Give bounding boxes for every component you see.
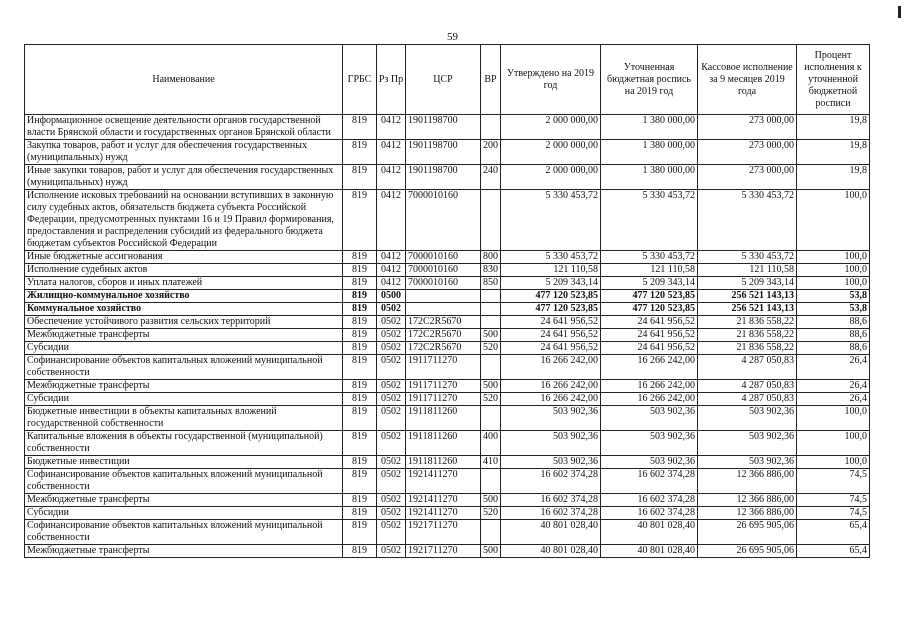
cell-refined: 5 330 453,72 — [601, 190, 698, 251]
cell-csr — [406, 290, 481, 303]
cell-name: Иные закупки товаров, работ и услуг для обеспечения государственных (муниципальных) нужд — [25, 165, 343, 190]
cell-name: Иные бюджетные ассигнования — [25, 251, 343, 264]
cell-name: Субсидии — [25, 393, 343, 406]
cell-percent: 74,5 — [797, 469, 870, 494]
cell-approved: 5 209 343,14 — [501, 277, 601, 290]
cell-csr: 1901198700 — [406, 165, 481, 190]
cell-approved: 16 266 242,00 — [501, 393, 601, 406]
cell-cash: 5 330 453,72 — [698, 251, 797, 264]
cell-vr — [481, 303, 501, 316]
cell-rzpr: 0502 — [377, 316, 406, 329]
cell-name: Уплата налогов, сборов и иных платежей — [25, 277, 343, 290]
cell-name: Исполнение судебных актов — [25, 264, 343, 277]
cell-grbs: 819 — [343, 520, 377, 545]
cell-refined: 16 602 374,28 — [601, 507, 698, 520]
cell-vr: 850 — [481, 277, 501, 290]
cell-rzpr: 0502 — [377, 303, 406, 316]
cell-csr: 1911811260 — [406, 431, 481, 456]
cell-percent: 100,0 — [797, 264, 870, 277]
cell-grbs: 819 — [343, 165, 377, 190]
cell-approved: 5 330 453,72 — [501, 190, 601, 251]
cell-grbs: 819 — [343, 316, 377, 329]
cell-cash: 5 209 343,14 — [698, 277, 797, 290]
cell-csr: 1911711270 — [406, 380, 481, 393]
cell-csr: 1901198700 — [406, 140, 481, 165]
table-row — [25, 380, 870, 393]
table-row — [25, 393, 870, 406]
cell-percent: 65,4 — [797, 520, 870, 545]
cell-name: Межбюджетные трансферты — [25, 329, 343, 342]
cell-vr — [481, 355, 501, 380]
cell-grbs: 819 — [343, 406, 377, 431]
cell-approved: 503 902,36 — [501, 406, 601, 431]
cell-vr: 200 — [481, 140, 501, 165]
cell-name: Исполнение исковых требований на основании вступивших в законную силу судебных актов, обязательств бюджета субъекта Российской Федерации, предусмотренных пунктами 16 и 19 Правил формирования, предоставления и распределения субсидий из федерального бюджета бюджетам субъектов Российской Федерации — [25, 190, 343, 251]
cell-cash: 12 366 886,00 — [698, 469, 797, 494]
cell-rzpr: 0412 — [377, 190, 406, 251]
cell-grbs: 819 — [343, 115, 377, 140]
cell-refined: 40 801 028,40 — [601, 520, 698, 545]
cell-rzpr: 0502 — [377, 355, 406, 380]
cell-refined: 1 380 000,00 — [601, 140, 698, 165]
cell-grbs: 819 — [343, 277, 377, 290]
cell-csr — [406, 303, 481, 316]
cell-approved: 2 000 000,00 — [501, 140, 601, 165]
cell-percent: 26,4 — [797, 355, 870, 380]
cell-cash: 273 000,00 — [698, 140, 797, 165]
table-row — [25, 545, 870, 558]
cell-cash: 121 110,58 — [698, 264, 797, 277]
cell-cash: 273 000,00 — [698, 115, 797, 140]
cell-grbs: 819 — [343, 264, 377, 277]
table-row — [25, 290, 870, 303]
cell-grbs: 819 — [343, 393, 377, 406]
table-row — [25, 494, 870, 507]
cell-grbs: 819 — [343, 456, 377, 469]
header-cash: Кассовое исполнение за 9 месяцев 2019 года — [698, 45, 797, 115]
cell-csr: 1901198700 — [406, 115, 481, 140]
cell-csr: 1921411270 — [406, 494, 481, 507]
cell-csr: 7000010160 — [406, 277, 481, 290]
cell-percent: 74,5 — [797, 494, 870, 507]
cell-grbs: 819 — [343, 251, 377, 264]
cell-refined: 503 902,36 — [601, 406, 698, 431]
cell-rzpr: 0500 — [377, 290, 406, 303]
cell-approved: 24 641 956,52 — [501, 342, 601, 355]
cell-vr: 520 — [481, 507, 501, 520]
cell-rzpr: 0502 — [377, 469, 406, 494]
table-row — [25, 520, 870, 545]
cell-refined: 5 330 453,72 — [601, 251, 698, 264]
cell-csr: 172C2R5670 — [406, 329, 481, 342]
cell-cash: 21 836 558,22 — [698, 342, 797, 355]
header-rzpr: Рз Пр — [377, 45, 406, 115]
cell-cash: 26 695 905,06 — [698, 520, 797, 545]
table-row — [25, 190, 870, 251]
cell-rzpr: 0502 — [377, 406, 406, 431]
cell-csr: 7000010160 — [406, 251, 481, 264]
scan-edge-mark — [898, 6, 901, 18]
cell-rzpr: 0412 — [377, 264, 406, 277]
cell-refined: 477 120 523,85 — [601, 303, 698, 316]
cell-grbs: 819 — [343, 494, 377, 507]
cell-vr: 400 — [481, 431, 501, 456]
cell-grbs: 819 — [343, 329, 377, 342]
cell-name: Субсидии — [25, 507, 343, 520]
cell-vr: 830 — [481, 264, 501, 277]
cell-rzpr: 0502 — [377, 380, 406, 393]
cell-csr: 172C2R5670 — [406, 342, 481, 355]
table-header-row — [25, 45, 870, 115]
cell-rzpr: 0502 — [377, 507, 406, 520]
cell-percent: 100,0 — [797, 431, 870, 456]
cell-grbs: 819 — [343, 507, 377, 520]
header-approved: Утверждено на 2019 год — [501, 45, 601, 115]
cell-rzpr: 0412 — [377, 251, 406, 264]
table-row — [25, 342, 870, 355]
cell-name: Жилищно-коммунальное хозяйство — [25, 290, 343, 303]
cell-rzpr: 0502 — [377, 456, 406, 469]
cell-percent: 100,0 — [797, 406, 870, 431]
cell-cash: 503 902,36 — [698, 431, 797, 456]
cell-csr: 1911711270 — [406, 393, 481, 406]
table-row — [25, 277, 870, 290]
cell-rzpr: 0502 — [377, 494, 406, 507]
cell-csr: 1921411270 — [406, 469, 481, 494]
cell-percent: 26,4 — [797, 380, 870, 393]
cell-cash: 256 521 143,13 — [698, 303, 797, 316]
table-row — [25, 507, 870, 520]
cell-csr: 1911811260 — [406, 456, 481, 469]
budget-execution-table — [24, 44, 870, 558]
cell-percent: 26,4 — [797, 393, 870, 406]
cell-name: Межбюджетные трансферты — [25, 494, 343, 507]
table-row — [25, 316, 870, 329]
cell-grbs: 819 — [343, 469, 377, 494]
cell-approved: 40 801 028,40 — [501, 520, 601, 545]
cell-cash: 4 287 050,83 — [698, 355, 797, 380]
cell-percent: 100,0 — [797, 190, 870, 251]
cell-csr: 1911711270 — [406, 355, 481, 380]
cell-percent: 100,0 — [797, 251, 870, 264]
cell-name: Коммунальное хозяйство — [25, 303, 343, 316]
header-percent: Процент исполнения к уточненной бюджетной росписи — [797, 45, 870, 115]
cell-refined: 16 602 374,28 — [601, 469, 698, 494]
cell-cash: 5 330 453,72 — [698, 190, 797, 251]
cell-refined: 1 380 000,00 — [601, 115, 698, 140]
cell-approved: 16 602 374,28 — [501, 494, 601, 507]
cell-percent: 19,8 — [797, 140, 870, 165]
cell-csr: 1921411270 — [406, 507, 481, 520]
cell-percent: 74,5 — [797, 507, 870, 520]
cell-vr: 240 — [481, 165, 501, 190]
cell-cash: 4 287 050,83 — [698, 380, 797, 393]
cell-vr: 520 — [481, 342, 501, 355]
cell-csr: 172C2R5670 — [406, 316, 481, 329]
cell-vr — [481, 316, 501, 329]
cell-name: Капитальные вложения в объекты государственной (муниципальной) собственности — [25, 431, 343, 456]
cell-grbs: 819 — [343, 140, 377, 165]
cell-vr: 410 — [481, 456, 501, 469]
table-row — [25, 264, 870, 277]
cell-rzpr: 0502 — [377, 329, 406, 342]
cell-refined: 16 266 242,00 — [601, 380, 698, 393]
cell-refined: 477 120 523,85 — [601, 290, 698, 303]
cell-percent: 19,8 — [797, 115, 870, 140]
header-csr: ЦСР — [406, 45, 481, 115]
table-row — [25, 406, 870, 431]
cell-name: Межбюджетные трансферты — [25, 545, 343, 558]
table-row — [25, 469, 870, 494]
cell-csr: 7000010160 — [406, 190, 481, 251]
header-refined: Уточненная бюджетная роспись на 2019 год — [601, 45, 698, 115]
cell-csr: 1911811260 — [406, 406, 481, 431]
cell-refined: 16 266 242,00 — [601, 393, 698, 406]
cell-cash: 256 521 143,13 — [698, 290, 797, 303]
cell-grbs: 819 — [343, 355, 377, 380]
cell-approved: 16 602 374,28 — [501, 469, 601, 494]
cell-cash: 273 000,00 — [698, 165, 797, 190]
cell-refined: 1 380 000,00 — [601, 165, 698, 190]
cell-rzpr: 0502 — [377, 545, 406, 558]
cell-vr — [481, 290, 501, 303]
page-number: 59 — [447, 31, 458, 43]
cell-approved: 16 602 374,28 — [501, 507, 601, 520]
cell-grbs: 819 — [343, 190, 377, 251]
header-name: Наименование — [25, 45, 343, 115]
cell-vr: 520 — [481, 393, 501, 406]
cell-rzpr: 0502 — [377, 431, 406, 456]
cell-grbs: 819 — [343, 431, 377, 456]
cell-name: Межбюджетные трансферты — [25, 380, 343, 393]
cell-vr — [481, 190, 501, 251]
cell-percent: 100,0 — [797, 456, 870, 469]
cell-approved: 2 000 000,00 — [501, 165, 601, 190]
cell-percent: 88,6 — [797, 342, 870, 355]
cell-vr — [481, 406, 501, 431]
table-row — [25, 251, 870, 264]
cell-percent: 100,0 — [797, 277, 870, 290]
cell-vr: 500 — [481, 545, 501, 558]
cell-approved: 24 641 956,52 — [501, 316, 601, 329]
cell-rzpr: 0502 — [377, 342, 406, 355]
cell-cash: 4 287 050,83 — [698, 393, 797, 406]
cell-approved: 477 120 523,85 — [501, 290, 601, 303]
cell-approved: 503 902,36 — [501, 431, 601, 456]
cell-cash: 26 695 905,06 — [698, 545, 797, 558]
header-grbs: ГРБС — [343, 45, 377, 115]
cell-name: Бюджетные инвестиции — [25, 456, 343, 469]
cell-grbs: 819 — [343, 545, 377, 558]
cell-name: Софинансирование объектов капитальных вложений муниципальной собственности — [25, 469, 343, 494]
cell-vr — [481, 520, 501, 545]
cell-approved: 503 902,36 — [501, 456, 601, 469]
table-row — [25, 303, 870, 316]
cell-cash: 21 836 558,22 — [698, 329, 797, 342]
cell-cash: 12 366 886,00 — [698, 507, 797, 520]
cell-name: Информационное освещение деятельности органов государственной власти Брянской области и государственных органов Брянской области — [25, 115, 343, 140]
table-row — [25, 355, 870, 380]
cell-percent: 53,8 — [797, 290, 870, 303]
cell-name: Софинансирование объектов капитальных вложений муниципальной собственности — [25, 520, 343, 545]
cell-cash: 21 836 558,22 — [698, 316, 797, 329]
table-row — [25, 329, 870, 342]
cell-approved: 40 801 028,40 — [501, 545, 601, 558]
cell-refined: 40 801 028,40 — [601, 545, 698, 558]
cell-refined: 16 266 242,00 — [601, 355, 698, 380]
cell-cash: 503 902,36 — [698, 456, 797, 469]
cell-refined: 121 110,58 — [601, 264, 698, 277]
cell-grbs: 819 — [343, 290, 377, 303]
table-row — [25, 165, 870, 190]
cell-rzpr: 0502 — [377, 393, 406, 406]
cell-name: Закупка товаров, работ и услуг для обеспечения государственных (муниципальных) нужд — [25, 140, 343, 165]
cell-vr — [481, 115, 501, 140]
cell-vr: 500 — [481, 329, 501, 342]
cell-refined: 16 602 374,28 — [601, 494, 698, 507]
cell-refined: 503 902,36 — [601, 456, 698, 469]
cell-grbs: 819 — [343, 303, 377, 316]
cell-approved: 5 330 453,72 — [501, 251, 601, 264]
cell-refined: 5 209 343,14 — [601, 277, 698, 290]
cell-approved: 16 266 242,00 — [501, 355, 601, 380]
cell-rzpr: 0412 — [377, 277, 406, 290]
table-row — [25, 456, 870, 469]
cell-name: Бюджетные инвестиции в объекты капитальных вложений государственной собственности — [25, 406, 343, 431]
table-row — [25, 115, 870, 140]
cell-rzpr: 0412 — [377, 115, 406, 140]
cell-approved: 121 110,58 — [501, 264, 601, 277]
cell-grbs: 819 — [343, 342, 377, 355]
cell-refined: 24 641 956,52 — [601, 329, 698, 342]
cell-percent: 53,8 — [797, 303, 870, 316]
cell-rzpr: 0412 — [377, 165, 406, 190]
cell-rzpr: 0412 — [377, 140, 406, 165]
cell-vr: 800 — [481, 251, 501, 264]
header-vr: ВР — [481, 45, 501, 115]
cell-refined: 24 641 956,52 — [601, 342, 698, 355]
cell-rzpr: 0502 — [377, 520, 406, 545]
cell-percent: 88,6 — [797, 329, 870, 342]
cell-grbs: 819 — [343, 380, 377, 393]
cell-refined: 503 902,36 — [601, 431, 698, 456]
cell-approved: 2 000 000,00 — [501, 115, 601, 140]
cell-csr: 1921711270 — [406, 545, 481, 558]
cell-csr: 7000010160 — [406, 264, 481, 277]
cell-name: Софинансирование объектов капитальных вложений муниципальной собственности — [25, 355, 343, 380]
cell-refined: 24 641 956,52 — [601, 316, 698, 329]
cell-approved: 16 266 242,00 — [501, 380, 601, 393]
table-row — [25, 140, 870, 165]
cell-approved: 477 120 523,85 — [501, 303, 601, 316]
cell-name: Субсидии — [25, 342, 343, 355]
cell-vr — [481, 469, 501, 494]
cell-csr: 1921711270 — [406, 520, 481, 545]
cell-vr: 500 — [481, 494, 501, 507]
table-row — [25, 431, 870, 456]
cell-vr: 500 — [481, 380, 501, 393]
cell-name: Обеспечение устойчивого развития сельских территорий — [25, 316, 343, 329]
cell-percent: 88,6 — [797, 316, 870, 329]
cell-cash: 12 366 886,00 — [698, 494, 797, 507]
cell-approved: 24 641 956,52 — [501, 329, 601, 342]
cell-percent: 65,4 — [797, 545, 870, 558]
cell-cash: 503 902,36 — [698, 406, 797, 431]
cell-percent: 19,8 — [797, 165, 870, 190]
